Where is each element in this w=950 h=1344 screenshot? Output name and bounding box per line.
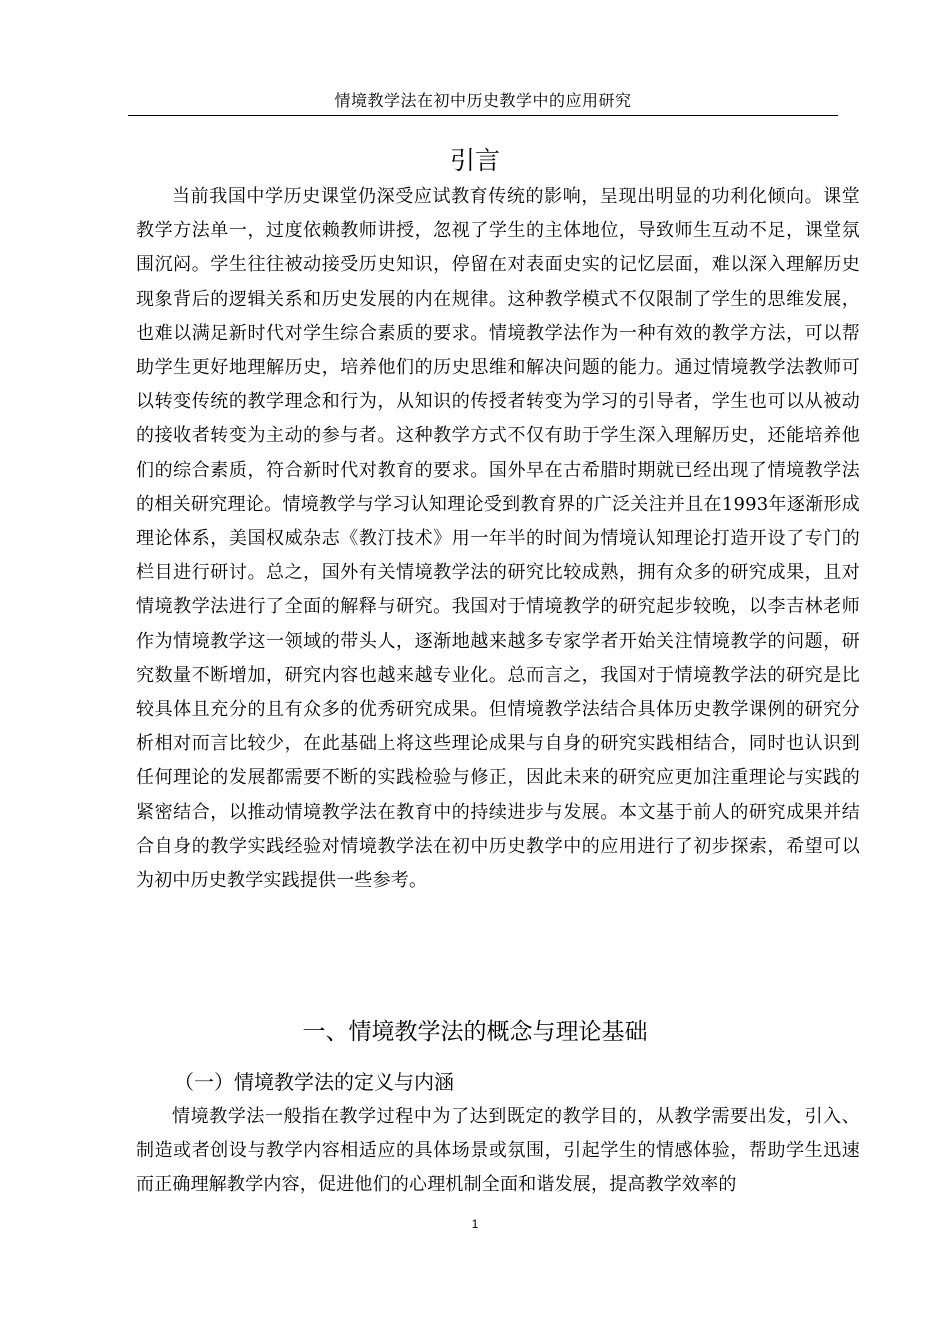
subsection-paragraph: 情境教学法一般指在教学过程中为了达到既定的教学目的，从教学需要出发，引入、制造或者创设与教学内容相适应的具体场景或氛围，引起学生的情感体验，帮助学生迅速而正确理解教学内容，促进他们的心理机制全面和谐发展，提高教学效率的 [136, 1106, 860, 1196]
introduction-paragraph: 当前我国中学历史课堂仍深受应试教育传统的影响，呈现出明显的功利化倾向。课堂教学方法单一，过度依赖教师讲授，忽视了学生的主体地位，导致师生互动不足，课堂氛围沉闷。学生往往被动接受历史知识，停留在对表面史实的记忆层面，难以深入理解历史现象背后的逻辑关系和历史发展的内在规律。这种教学模式不仅限制了学生的思维发展，也难以满足新时代对学生综合素质的要求。情境教学法作为一种有效的教学方法，可以帮助学生更好地理解历史，培养他们的历史思维和解决问题的能力。通过情境教学法教师可以转变传统的教学理念和行为，从知识的传授者转变为学习的引导者，学生也可以从被动的接收者转变为主动的参与者。这种教学方式不仅有助于学生深入理解历史，还能培养他们的综合素质，符合新时代对教育的要求。国外早在古希腊时期就已经出现了情境教学法的相关研究理论。情境教学与学习认知理论受到教育界的广泛关注并且在1993年逐渐形成理论体系，美国权威杂志《教汀技术》用一年半的时间为情境认知理论打造开设了专门的栏目进行研讨。总之，国外有关情境教学法的研究比较成熟，拥有众多的研究成果，且对情境教学法进行了全面的解释与研究。我国对于情境教学的研究起步较晚，以李吉林老师作为情境教学这一领域的带头人，逐渐地越来越多专家学者开始关注情境教学的问题，研究数量不断增加，研究内容也越来越专业化。总而言之，我国对于情境教学法的研究是比较具体且充分的且有众多的优秀研究成果。但情境教学法结合具体历史教学课例的研究分析相对而言比较少，在此基础上将这些理论成果与自身的研究实践相结合，同时也认识到任何理论的发展都需要不断的实践检验与修正，因此未来的研究应更加注重理论与实践的紧密结合，以推动情境教学法在教育中的持续进步与发展。本文基于前人的研究成果并结合自身的教学实践经验对情境教学法在初中历史教学中的应用进行了初步探索，希望可以为初中历史教学实践提供一些参考。 [136, 186, 860, 892]
running-header: 情境教学法在初中历史教学中的应用研究 [334, 91, 632, 110]
section-heading: 一、情境教学法的概念与理论基础 [302, 1019, 648, 1045]
subsection-heading: （一）情境教学法的定义与内涵 [174, 1070, 454, 1094]
introduction-title: 引言 [449, 146, 500, 175]
header-rule [128, 115, 838, 116]
page-number: 1 [471, 1217, 479, 1231]
